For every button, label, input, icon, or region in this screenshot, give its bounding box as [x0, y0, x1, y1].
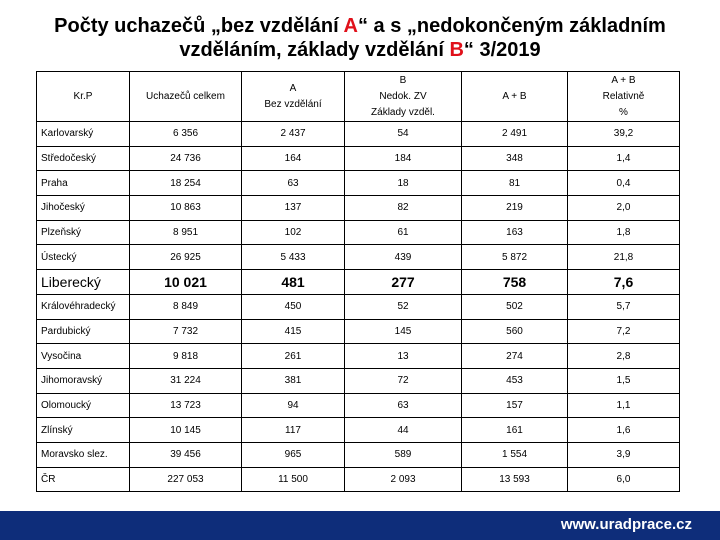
column-header-line: Relativně: [602, 90, 645, 102]
value-cell: 11 500: [242, 467, 345, 492]
value-cell: 481: [242, 270, 345, 295]
table-row: [37, 220, 680, 245]
table-row: [37, 245, 680, 270]
value-cell: 82: [345, 196, 462, 221]
value-cell: 8 951: [130, 220, 242, 245]
value-cell: 13: [345, 344, 462, 369]
value-cell: 161: [462, 418, 568, 443]
column-header-line: Nedok. ZV: [379, 90, 427, 102]
value-cell: 26 925: [130, 245, 242, 270]
region-cell: Liberecký: [37, 270, 130, 295]
region-cell: Vysočina: [37, 344, 130, 369]
footer-url: www.uradprace.cz: [560, 516, 692, 533]
region-cell: Plzeňský: [37, 220, 130, 245]
value-cell: 10 145: [130, 418, 242, 443]
table-body: [37, 122, 680, 492]
value-cell: 7 732: [130, 319, 242, 344]
table-row: [37, 442, 680, 467]
value-cell: 72: [345, 368, 462, 393]
value-cell: 1,1: [568, 393, 680, 418]
value-cell: 145: [345, 319, 462, 344]
region-cell: Ústecký: [37, 245, 130, 270]
title-line-1: [20, 14, 700, 38]
title-text: vzděláním, základy vzdělání: [179, 39, 450, 61]
value-cell: 1,4: [568, 146, 680, 171]
value-cell: 13 723: [130, 393, 242, 418]
value-cell: 9 818: [130, 344, 242, 369]
table-row: [37, 196, 680, 221]
value-cell: 5,7: [568, 294, 680, 319]
value-cell: 44: [345, 418, 462, 443]
value-cell: 81: [462, 171, 568, 196]
table-row: [37, 368, 680, 393]
value-cell: 758: [462, 270, 568, 295]
value-cell: 348: [462, 146, 568, 171]
column-header: [462, 72, 568, 122]
value-cell: 560: [462, 319, 568, 344]
region-cell: Zlínský: [37, 418, 130, 443]
value-cell: 184: [345, 146, 462, 171]
column-header: [345, 72, 462, 122]
title-text: “ a s „nedokončeným základním: [357, 15, 666, 37]
column-header: [568, 72, 680, 122]
table-row: [37, 467, 680, 492]
value-cell: 164: [242, 146, 345, 171]
value-cell: 10 021: [130, 270, 242, 295]
region-cell: Královéhradecký: [37, 294, 130, 319]
value-cell: 277: [345, 270, 462, 295]
value-cell: 1,5: [568, 368, 680, 393]
value-cell: 137: [242, 196, 345, 221]
column-header-line: %: [619, 106, 628, 118]
column-header-line: A + B: [611, 74, 636, 86]
column-header: [130, 72, 242, 122]
value-cell: 1,6: [568, 418, 680, 443]
unemployment-table: [36, 71, 680, 492]
value-cell: 13 593: [462, 467, 568, 492]
value-cell: 8 849: [130, 294, 242, 319]
column-header-line: Základy vzděl.: [371, 106, 435, 118]
value-cell: 10 863: [130, 196, 242, 221]
value-cell: 39,2: [568, 122, 680, 147]
value-cell: 94: [242, 393, 345, 418]
value-cell: 381: [242, 368, 345, 393]
value-cell: 63: [242, 171, 345, 196]
region-cell: Karlovarský: [37, 122, 130, 147]
table-header-row: [37, 72, 680, 122]
value-cell: 2 491: [462, 122, 568, 147]
value-cell: 18 254: [130, 171, 242, 196]
value-cell: 2,0: [568, 196, 680, 221]
table-row: [37, 294, 680, 319]
column-header-line: A: [289, 82, 297, 94]
column-header: [37, 72, 130, 122]
value-cell: 6,0: [568, 467, 680, 492]
title-letter-b: B: [449, 39, 464, 61]
column-header-line: B: [399, 74, 407, 86]
region-cell: ČR: [37, 467, 130, 492]
value-cell: 39 456: [130, 442, 242, 467]
value-cell: 31 224: [130, 368, 242, 393]
value-cell: 102: [242, 220, 345, 245]
value-cell: 1,8: [568, 220, 680, 245]
title-text: “ 3/2019: [463, 39, 541, 61]
column-header-line: Kr.P: [73, 90, 93, 102]
value-cell: 2 093: [345, 467, 462, 492]
value-cell: 502: [462, 294, 568, 319]
value-cell: 453: [462, 368, 568, 393]
value-cell: 274: [462, 344, 568, 369]
value-cell: 1 554: [462, 442, 568, 467]
title-letter-a: A: [343, 15, 358, 37]
value-cell: 2 437: [242, 122, 345, 147]
table-row: [37, 344, 680, 369]
value-cell: 21,8: [568, 245, 680, 270]
value-cell: 965: [242, 442, 345, 467]
table-row: [37, 146, 680, 171]
region-cell: Olomoucký: [37, 393, 130, 418]
table-row: [37, 393, 680, 418]
value-cell: 18: [345, 171, 462, 196]
value-cell: 219: [462, 196, 568, 221]
table-row: [37, 122, 680, 147]
page-title: [20, 14, 700, 62]
value-cell: 5 872: [462, 245, 568, 270]
value-cell: 24 736: [130, 146, 242, 171]
table-row: [37, 270, 680, 295]
value-cell: 117: [242, 418, 345, 443]
value-cell: 61: [345, 220, 462, 245]
region-cell: Praha: [37, 171, 130, 196]
value-cell: 0,4: [568, 171, 680, 196]
value-cell: 54: [345, 122, 462, 147]
value-cell: 261: [242, 344, 345, 369]
value-cell: 589: [345, 442, 462, 467]
column-header-line: Bez vzdělání: [264, 98, 322, 110]
column-header-line: Uchazečů celkem: [146, 90, 225, 102]
value-cell: 3,9: [568, 442, 680, 467]
column-header-line: A + B: [502, 90, 527, 102]
value-cell: 227 053: [130, 467, 242, 492]
footer-bar: [0, 511, 720, 540]
region-cell: Středočeský: [37, 146, 130, 171]
column-header: [242, 72, 345, 122]
value-cell: 157: [462, 393, 568, 418]
value-cell: 415: [242, 319, 345, 344]
value-cell: 63: [345, 393, 462, 418]
value-cell: 52: [345, 294, 462, 319]
value-cell: 2,8: [568, 344, 680, 369]
region-cell: Jihočeský: [37, 196, 130, 221]
value-cell: 6 356: [130, 122, 242, 147]
value-cell: 7,2: [568, 319, 680, 344]
region-cell: Pardubický: [37, 319, 130, 344]
table-row: [37, 171, 680, 196]
value-cell: 5 433: [242, 245, 345, 270]
table-row: [37, 418, 680, 443]
region-cell: Moravsko slez.: [37, 442, 130, 467]
value-cell: 7,6: [568, 270, 680, 295]
title-text: Počty uchazečů „bez vzdělání: [54, 15, 344, 37]
value-cell: 439: [345, 245, 462, 270]
value-cell: 450: [242, 294, 345, 319]
region-cell: Jihomoravský: [37, 368, 130, 393]
title-line-2: [20, 38, 700, 62]
value-cell: 163: [462, 220, 568, 245]
table-row: [37, 319, 680, 344]
